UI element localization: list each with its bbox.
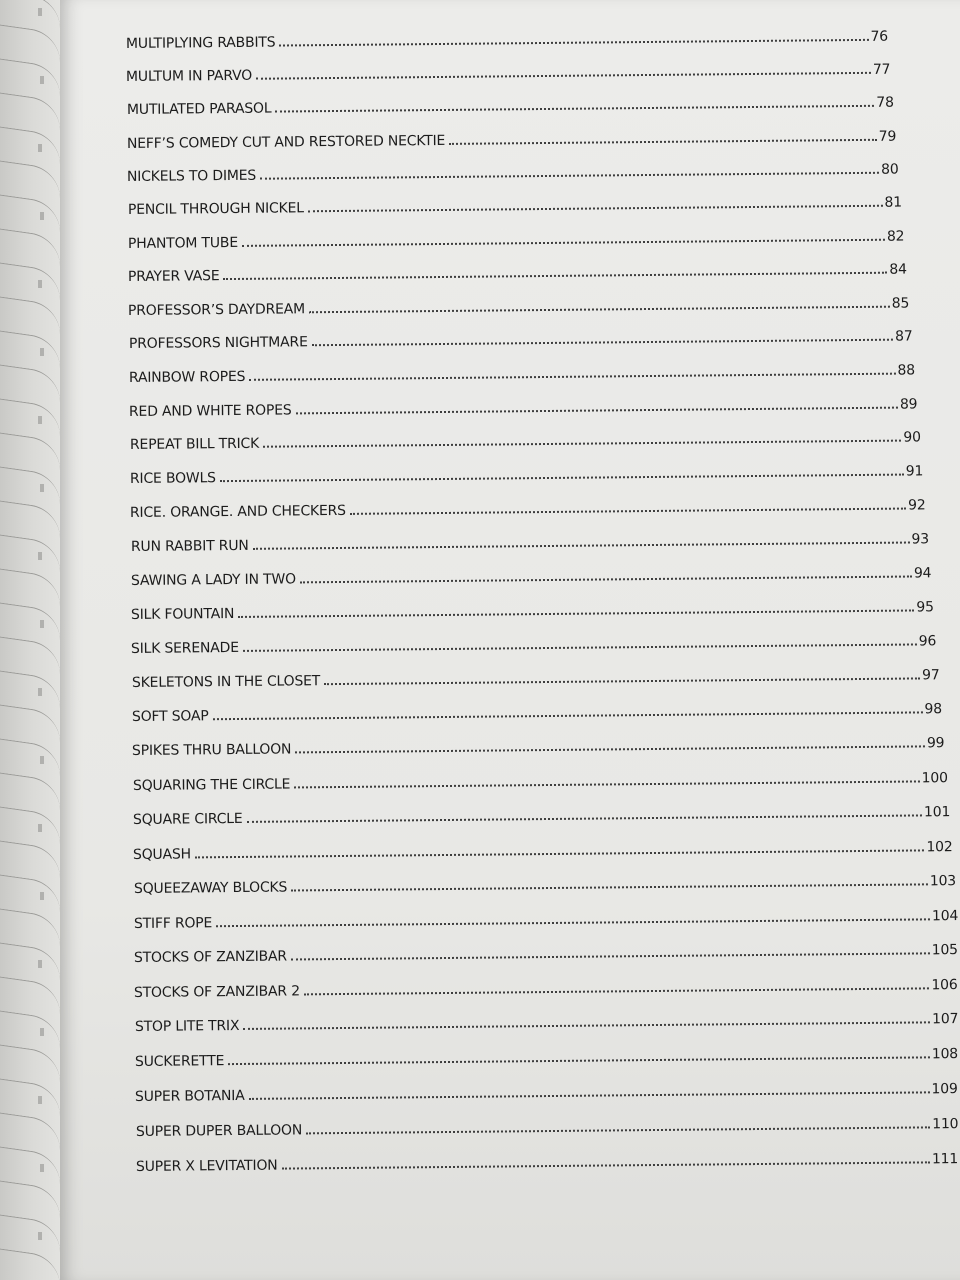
page-edge-line — [0, 703, 60, 742]
toc-entry-page-number: 100 — [921, 769, 948, 787]
toc-entry-page-number: 76 — [870, 28, 889, 45]
toc-entry-page-number: 109 — [931, 1081, 959, 1098]
toc-entry-title: RUN RABBIT RUN — [130, 537, 249, 555]
page-edge-line — [0, 329, 60, 368]
page-edge-mark — [40, 756, 44, 764]
dot-leader — [256, 72, 871, 80]
toc-entry-title: RICE. ORANGE. AND CHECKERS — [130, 502, 347, 521]
toc-entry — [133, 839, 953, 867]
toc-entry-page-number: 101 — [923, 804, 951, 821]
page-edge-line — [0, 601, 60, 640]
toc-entry-title: STOP LITE TRIX — [134, 1018, 240, 1036]
dot-leader — [260, 172, 879, 180]
dot-leader — [296, 406, 898, 414]
toc-entry-title: STIFF ROPE — [133, 914, 213, 932]
toc-entry-title: STOCKS OF ZANZIBAR 2 — [134, 983, 301, 1001]
dot-leader — [249, 372, 895, 380]
toc-entry — [129, 362, 915, 390]
toc-entry-title: RICE BOWLS — [129, 470, 216, 487]
toc-entry — [130, 497, 926, 525]
toc-entry-title: NEFF’S COMEDY CUT AND RESTORED NECKTIE — [126, 132, 446, 152]
toc-entry — [133, 873, 955, 901]
toc-entry-title: RED AND WHITE ROPES — [129, 401, 292, 420]
page-edge-line — [0, 907, 60, 946]
toc-entry-page-number: 94 — [913, 565, 932, 582]
page-edge-line — [0, 159, 60, 198]
toc-entry-page-number: 82 — [886, 228, 905, 245]
dot-leader — [243, 1022, 930, 1031]
toc-entry — [135, 1081, 958, 1109]
toc-entry — [129, 396, 918, 424]
page-edge-line — [0, 57, 60, 96]
page-edge-line — [0, 635, 60, 674]
page-edge-mark — [38, 280, 42, 288]
dot-leader — [224, 272, 888, 280]
toc-entry — [127, 195, 901, 222]
dot-leader — [294, 780, 919, 788]
dot-leader — [307, 205, 882, 213]
page-edge-mark — [38, 8, 42, 16]
toc-entry — [133, 804, 950, 832]
toc-entry — [132, 701, 942, 729]
page-edge-line — [0, 975, 60, 1014]
toc-entry-page-number: 81 — [883, 194, 902, 211]
toc-entry-title: SUCKERETTE — [134, 1053, 225, 1071]
page-edge-line — [0, 227, 60, 266]
toc-entry-page-number: 106 — [931, 976, 959, 994]
toc-entry-title: SUPER DUPER BALLOON — [135, 1122, 302, 1140]
toc-entry-page-number: 85 — [892, 295, 910, 312]
toc-entry — [132, 770, 947, 798]
dot-leader — [195, 849, 925, 858]
toc-entry — [126, 62, 891, 89]
dot-leader — [291, 952, 930, 960]
toc-entry-page-number: 90 — [902, 429, 921, 446]
page-edge-line — [0, 1179, 60, 1218]
dot-leader — [263, 440, 901, 448]
toc-entry-page-number: 95 — [916, 599, 934, 616]
toc-entry-page-number: 77 — [873, 61, 891, 78]
toc-entry — [129, 329, 913, 357]
page-edge-line — [0, 839, 60, 878]
toc-entry-title: SILK FOUNTAIN — [130, 605, 235, 623]
toc-entry-page-number: 91 — [905, 463, 924, 480]
dot-leader — [309, 305, 890, 313]
page-edge-line — [0, 1009, 60, 1048]
toc-entry — [131, 599, 934, 627]
page-edge-mark — [40, 76, 44, 84]
toc-entry-page-number: 78 — [875, 94, 894, 112]
dot-leader — [449, 138, 877, 144]
dot-leader — [291, 883, 928, 891]
page-edge-mark — [40, 1164, 44, 1172]
toc-entry — [131, 633, 936, 661]
page-edge-line — [0, 1111, 60, 1150]
page-edge-line — [0, 1145, 60, 1184]
page-edge-line — [0, 1077, 60, 1116]
toc-entry-title: SPIKES THRU BALLOON — [132, 741, 292, 760]
page-edge-mark — [40, 484, 44, 492]
dot-leader — [324, 677, 920, 685]
toc-entry-title: MULTIPLYING RABBITS — [125, 34, 276, 52]
dot-leader — [306, 1126, 930, 1134]
dot-leader — [304, 987, 930, 995]
dot-leader — [300, 575, 912, 583]
toc-entry-page-number: 87 — [894, 328, 913, 345]
toc-entry — [128, 262, 907, 289]
toc-entry — [131, 565, 932, 593]
toc-entry-page-number: 79 — [878, 128, 897, 145]
toc-entry-title: SQUASH — [133, 845, 192, 863]
toc-entry-title: SQUEEZAWAY BLOCKS — [133, 879, 287, 897]
toc-entry — [136, 1151, 958, 1179]
toc-entry — [126, 95, 893, 122]
toc-entry-title: PROFESSORS NIGHTMARE — [128, 334, 308, 353]
dot-leader — [281, 1161, 929, 1169]
dot-leader — [350, 507, 906, 514]
toc-entry — [135, 1116, 958, 1144]
dot-leader — [213, 712, 923, 721]
dot-leader — [296, 746, 926, 754]
page-edge-line — [0, 533, 60, 572]
toc-entry-title: PENCIL THROUGH NICKEL — [127, 200, 304, 219]
toc-entry-title: NICKELS TO DIMES — [127, 167, 257, 185]
toc-entry-title: SKELETONS IN THE CLOSET — [131, 673, 320, 691]
dot-leader — [216, 918, 930, 927]
toc-entry-page-number: 110 — [931, 1115, 959, 1133]
toc-entry-title: MUTILATED PARASOL — [126, 100, 272, 119]
page-edge-line — [0, 567, 60, 606]
toc-entry-page-number: 99 — [927, 735, 945, 752]
dot-leader — [252, 541, 909, 549]
page-edge-line — [0, 1213, 60, 1252]
book-page — [60, 0, 960, 1280]
page-edge-mark — [38, 144, 42, 152]
toc-entry — [135, 1011, 958, 1039]
page-edge-line — [0, 771, 60, 810]
toc-entry-title: PHANTOM TUBE — [127, 234, 238, 252]
page-edge-mark — [38, 552, 42, 560]
page-edge-line — [0, 91, 60, 130]
toc-entry-page-number: 92 — [908, 497, 926, 514]
toc-entry — [130, 463, 923, 491]
toc-entry-page-number: 107 — [931, 1011, 959, 1028]
toc-entry-title: SUPER X LEVITATION — [135, 1157, 278, 1175]
dot-leader — [242, 238, 885, 246]
page-edge-line — [0, 295, 60, 334]
toc-entry-page-number: 102 — [926, 838, 953, 855]
toc-entry-title: SQUARING THE CIRCLE — [132, 776, 290, 794]
toc-entry-title: SAWING A LADY IN TWO — [130, 571, 296, 589]
toc-entry-page-number: 105 — [931, 942, 959, 959]
toc-entry-page-number: 96 — [919, 633, 937, 650]
toc-entry-title: SQUARE CIRCLE — [132, 811, 243, 829]
dot-leader — [275, 105, 874, 113]
toc-entry-title: REPEAT BILL TRICK — [129, 435, 259, 454]
page-edge-mark — [38, 1096, 42, 1104]
toc-entry-page-number: 88 — [897, 362, 916, 379]
dot-leader — [279, 39, 868, 47]
page-edge-line — [0, 941, 60, 980]
page-edge-line — [0, 1043, 60, 1082]
toc-entry-title: MULTUM IN PARVO — [126, 67, 253, 86]
toc-entry-page-number: 103 — [929, 873, 956, 890]
dot-leader — [243, 643, 917, 651]
page-edge-mark — [40, 620, 44, 628]
page-edge-mark — [38, 1232, 42, 1240]
page-edge-mark — [40, 892, 44, 900]
dot-leader — [311, 339, 892, 347]
toc-entry-page-number: 98 — [924, 701, 943, 718]
page-edge-mark — [38, 824, 42, 832]
toc-entry-page-number: 80 — [881, 161, 899, 178]
dot-leader — [249, 1091, 930, 1100]
page-edge-line — [0, 805, 60, 844]
page-edge-line — [0, 125, 60, 164]
toc-entry-title: PRAYER VASE — [127, 268, 220, 286]
toc-entry-page-number: 97 — [921, 667, 940, 684]
toc-entry — [127, 128, 896, 155]
toc-entry-title: RAINBOW ROPES — [128, 368, 246, 386]
toc-entry-title: SOFT SOAP — [131, 708, 209, 726]
toc-entry-title: PROFESSOR’S DAYDREAM — [128, 300, 306, 319]
dot-leader — [228, 1057, 930, 1066]
page-edge-line — [0, 499, 60, 538]
page-edge-line — [0, 737, 60, 776]
table-of-contents — [60, 0, 960, 1200]
page-edge-mark — [40, 1028, 44, 1036]
toc-entry — [132, 667, 940, 695]
dot-leader — [238, 609, 914, 617]
toc-entry — [127, 161, 899, 188]
toc-entry — [129, 430, 920, 458]
page-edge-line — [0, 873, 60, 912]
toc-entry-page-number: 89 — [900, 395, 918, 413]
toc-entry — [134, 908, 958, 936]
toc-entry — [134, 977, 958, 1005]
page-edge-mark — [40, 348, 44, 356]
toc-entry-title: SUPER BOTANIA — [135, 1087, 245, 1105]
page-edge-line — [0, 0, 60, 28]
page-edge-mark — [38, 416, 42, 424]
page-edge-line — [0, 23, 60, 62]
page-edge-line — [0, 669, 60, 708]
toc-entry-page-number: 93 — [910, 531, 929, 548]
toc-entry — [128, 295, 909, 322]
page-edge-line — [0, 1247, 60, 1280]
page-edge-line — [0, 363, 60, 402]
toc-entry — [132, 736, 945, 764]
toc-entry-page-number: 104 — [931, 907, 959, 924]
page-edge-line — [0, 431, 60, 470]
toc-entry — [130, 531, 928, 559]
toc-entry-page-number: 84 — [889, 261, 907, 278]
toc-entry-page-number: 111 — [931, 1150, 959, 1168]
page-edge-line — [0, 397, 60, 436]
page-edge-line — [0, 465, 60, 504]
page-edge-mark — [38, 960, 42, 968]
toc-entry — [126, 29, 888, 56]
page-edge-mark — [40, 212, 44, 220]
dot-leader — [246, 815, 922, 823]
page-edge-mark — [38, 688, 42, 696]
dot-leader — [220, 474, 904, 483]
page-edge-line — [0, 261, 60, 300]
toc-entry — [135, 1046, 958, 1074]
toc-entry-title: STOCKS OF ZANZIBAR — [133, 948, 288, 967]
page-edge-line — [0, 193, 60, 232]
toc-entry-title: SILK SERENADE — [131, 639, 240, 657]
toc-entry-page-number: 108 — [931, 1046, 959, 1063]
toc-entry — [134, 942, 958, 970]
toc-entry — [128, 228, 905, 255]
